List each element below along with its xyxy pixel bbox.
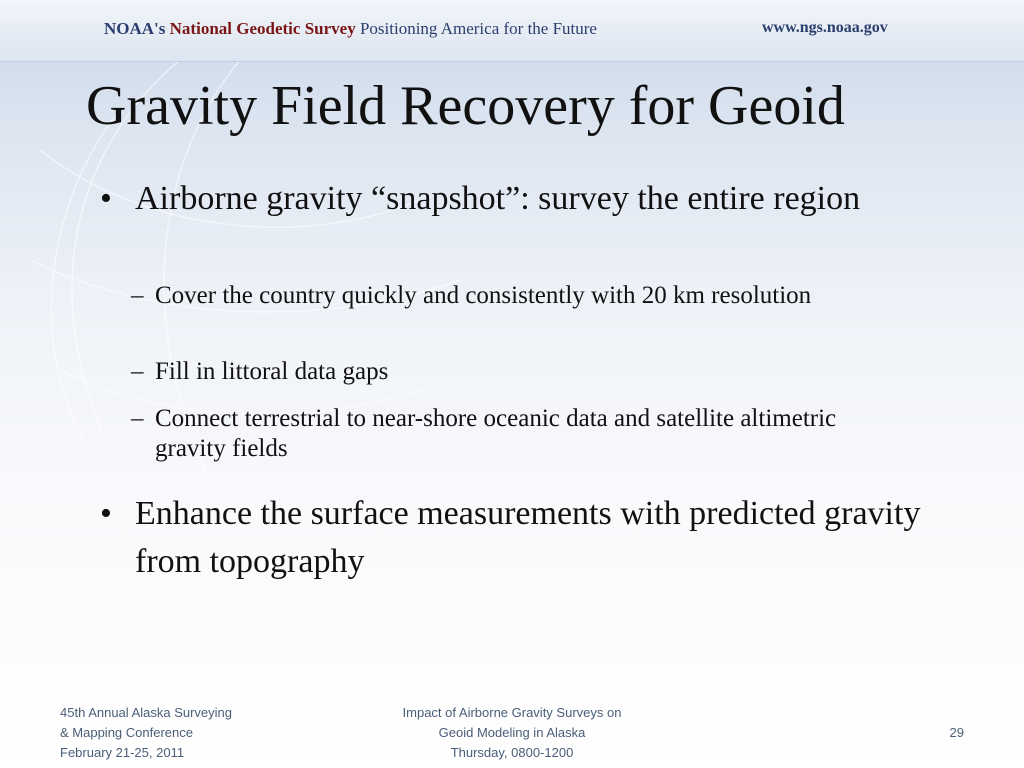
- header-banner: [0, 0, 1024, 62]
- footer-session: [362, 703, 662, 763]
- footer-session-line: Impact of Airborne Gravity Surveys on: [402, 705, 622, 720]
- sub-bullet-text: Fill in littoral data gaps: [155, 358, 389, 385]
- bullet-text: Airborne gravity “snapshot”: survey the entire region: [135, 180, 861, 217]
- banner-tagline: Positioning America for the Future: [359, 19, 597, 38]
- sub-bullet-text: Connect terrestrial to near-shore oceanic data and satellite altimetric gravity fields: [155, 405, 837, 462]
- noaa-label: NOAA's: [104, 19, 166, 38]
- footer-session-line: Geoid Modeling in Alaska: [438, 725, 586, 740]
- sub-bullet-text: Cover the country quickly and consistently with 20 km resolution: [155, 282, 812, 309]
- bullet-marker: •: [100, 180, 112, 217]
- footer-conference-line: & Mapping Conference: [60, 725, 193, 740]
- footer-conference-line: 45th Annual Alaska Surveying: [60, 705, 233, 720]
- bullet-marker: •: [100, 495, 112, 532]
- footer-conference: [60, 703, 320, 763]
- footer-session-line: Thursday, 0800-1200: [450, 745, 574, 760]
- footer-conference-line: February 21-25, 2011: [60, 745, 185, 760]
- banner-url[interactable]: www.ngs.noaa.gov: [762, 19, 888, 36]
- sub-bullet-marker: –: [131, 282, 144, 309]
- ngs-label: National Geodetic Survey: [169, 19, 356, 38]
- sub-bullet-marker: –: [131, 358, 144, 385]
- bullet-text: Enhance the surface measurements with predicted gravity from topography: [135, 495, 921, 580]
- banner-org-line: [104, 19, 597, 39]
- slide-title: Gravity Field Recovery for Geoid: [86, 75, 845, 137]
- slide-number: 29: [949, 725, 964, 740]
- sub-bullet-marker: –: [131, 405, 144, 432]
